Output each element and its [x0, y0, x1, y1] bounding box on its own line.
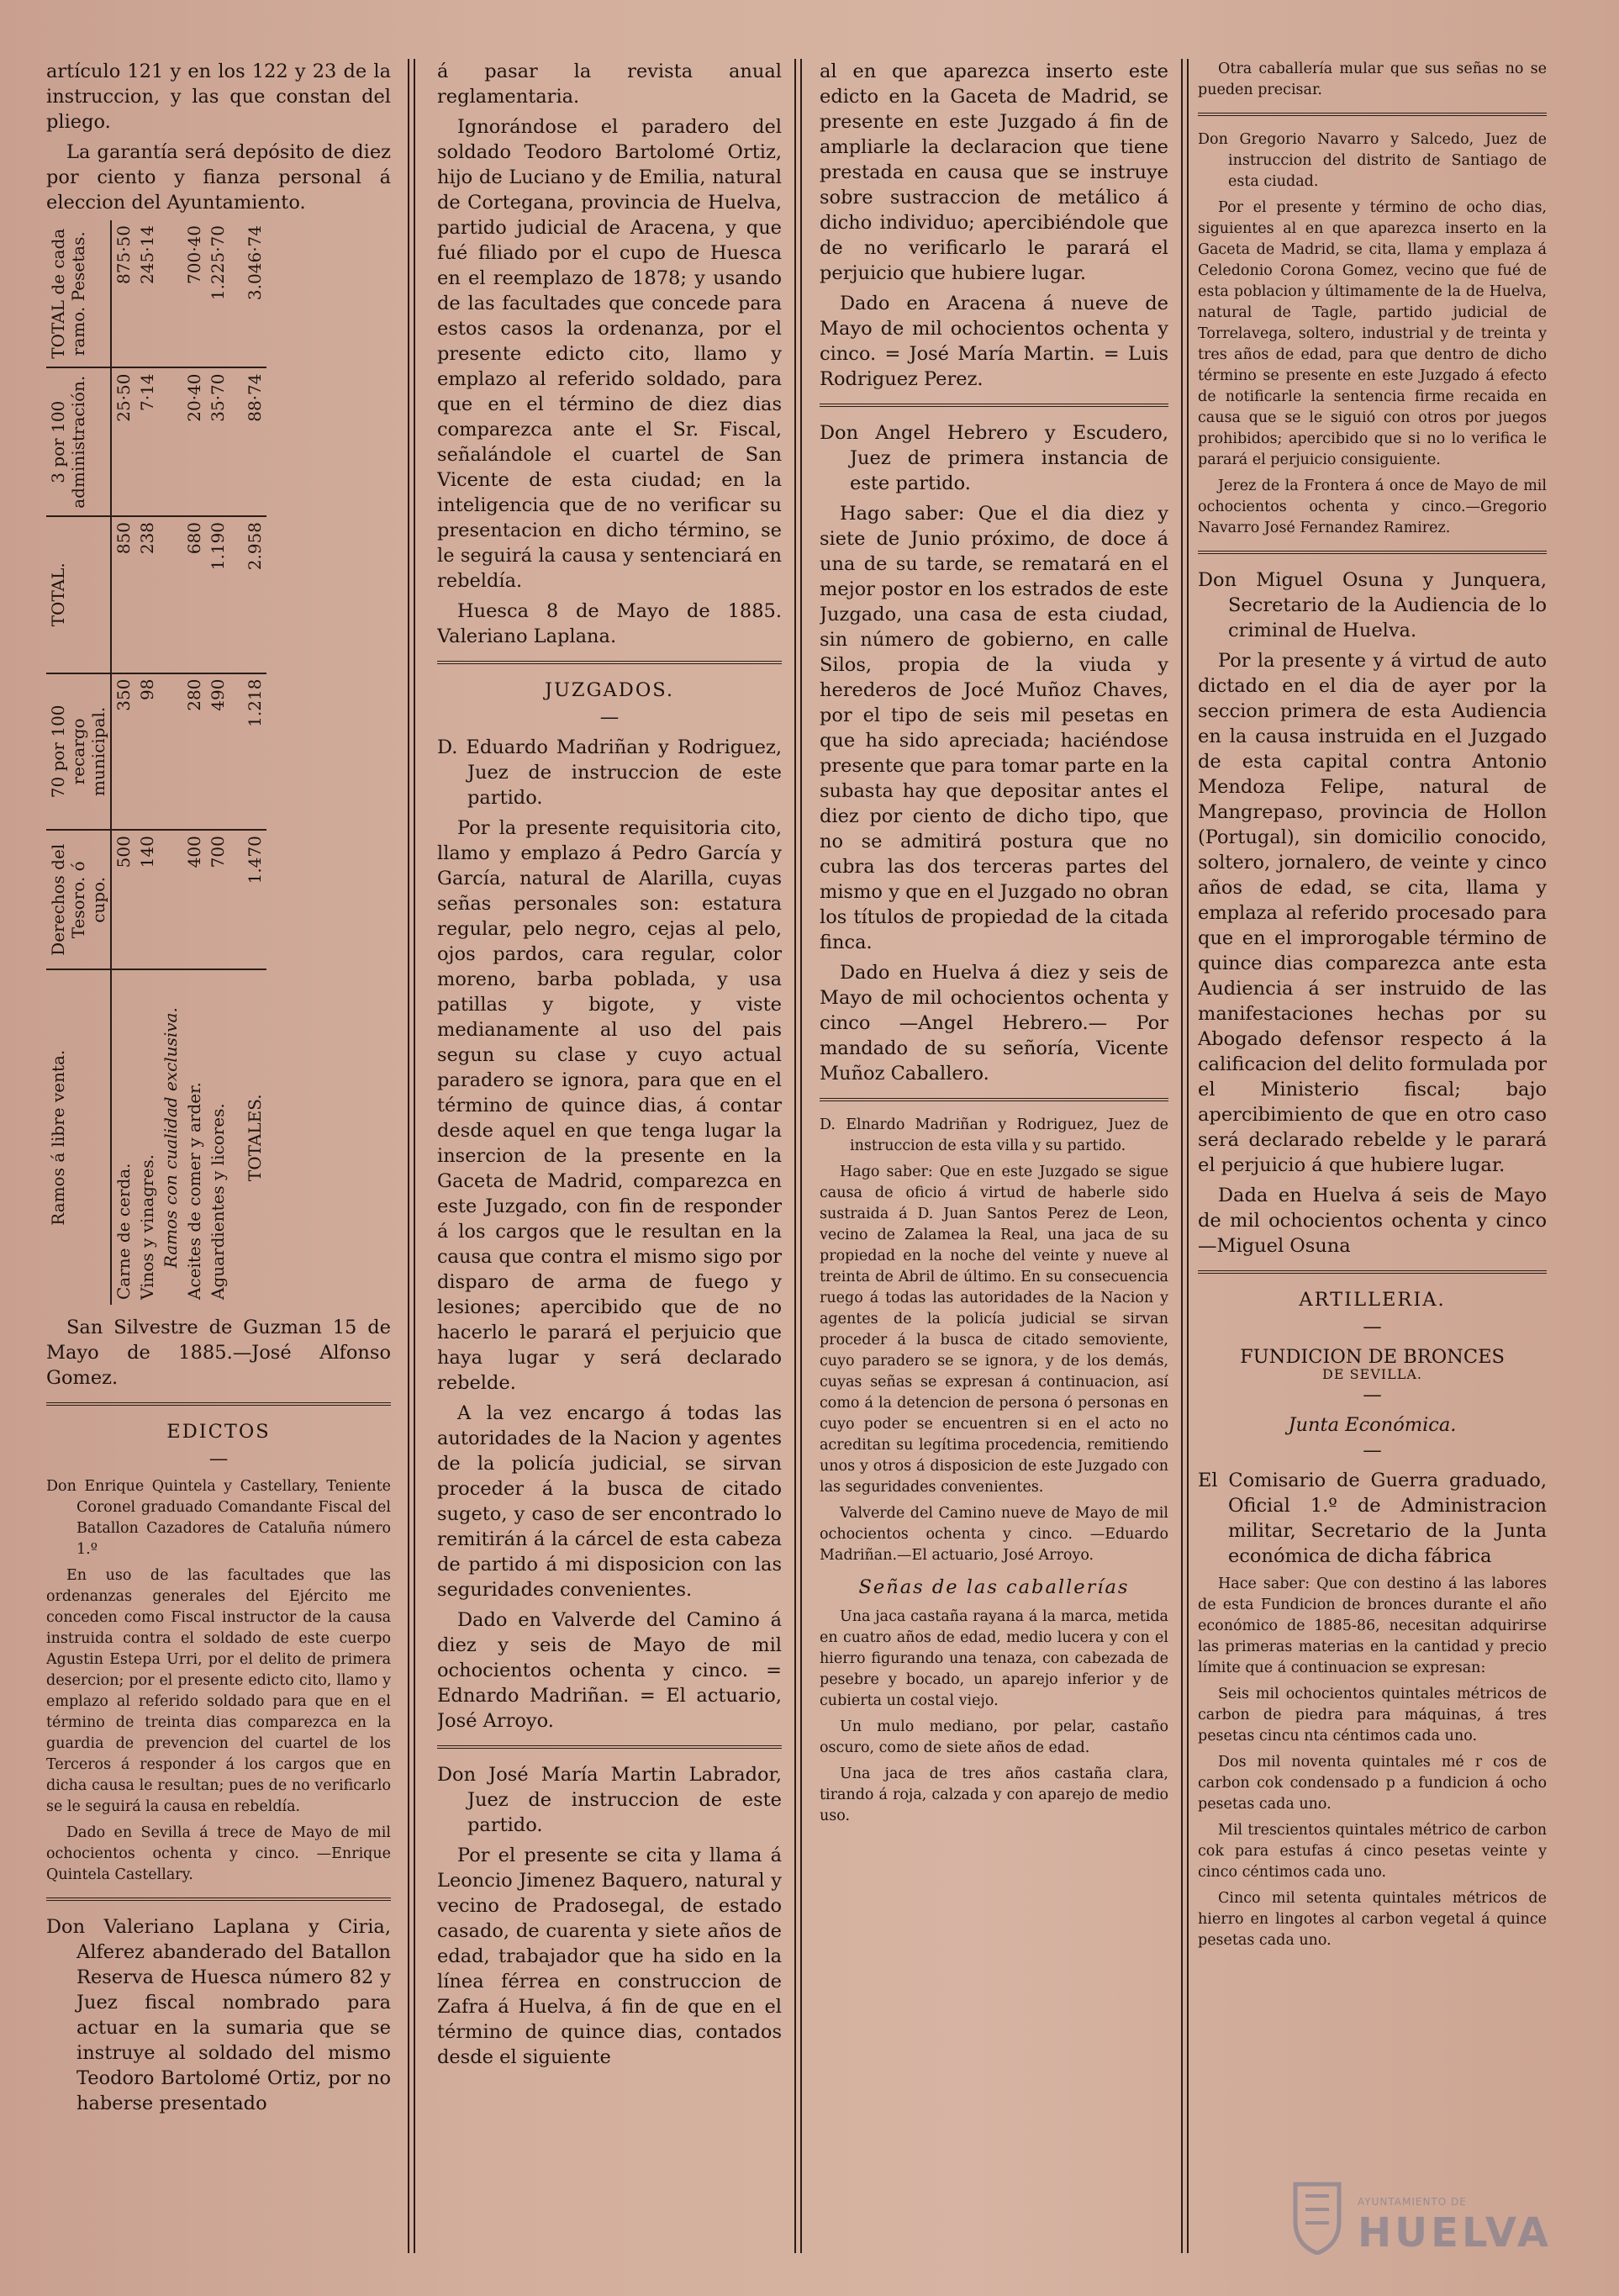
notice-heading: El Comisario de Guerra graduado, Oficial 1.º de Administracion militar, Secretario de la Junta económica de dicha fábrica: [1198, 1470, 1547, 1567]
heading-sevilla: DE SEVILLA.: [1322, 1366, 1422, 1382]
table-header: TOTAL.: [46, 516, 111, 673]
table-row: Vinos y vinagres. 140 98 238 7·14 245·14: [135, 220, 159, 1305]
divider: [46, 1897, 391, 1901]
table-row: Aguardientes y licores. 700 490 1.190 35·70 1.225·70: [206, 220, 229, 1305]
edict-text: al en que aparezca inserto este edicto en la Gaceta de Madrid, se presente en este Juzgado á fin de ampliarle la declaracion que tiene prestada en causa que se instruye sobre sustraccion de metálico á dicho individuo; apercibiéndole que de no verificarlo le parará el perjuicio que hubiere lugar.: [820, 61, 1168, 284]
supply-item: Dos mil noventa quintales mé r cos de carbon cok condensado p a fundicion á ocho pesetas cada uno.: [1198, 1754, 1547, 1813]
column-rule: [794, 59, 802, 2253]
description-item: Otra caballería mular que sus señas no se pueden precisar.: [1198, 61, 1547, 98]
section-heading-artilleria: ARTILLERIA.: [1299, 1289, 1446, 1311]
column-3: [820, 59, 1168, 2270]
edict-heading: Don Miguel Osuna y Junquera, Secretario de la Audiencia de lo criminal de Huelva.: [1198, 569, 1547, 641]
edict-body: Por el presente se cita y llama á Leoncio Jimenez Baquero, natural y vecino de Pradosegal, de estado casado, de cuarenta y siete años de edad, trabajador que ha sido en la línea férrea en construccion de Zafra á Huelva, á fin de que en el término de quince dias, contados desde el siguiente: [437, 1845, 782, 2068]
edict-signature: Valverde del Camino nueve de Mayo de mil ochocientos ochenta y cinco. —Eduardo Madriñan.—El actuario, José Arroyo.: [820, 1505, 1168, 1564]
edict-heading: D. Elnardo Madriñan y Rodriguez, Juez de instruccion de esta villa y su partido.: [820, 1116, 1168, 1154]
edict-heading: Don Enrique Quintela y Castellary, Teniente Coronel graduado Comandante Fiscal del Batallon Cazadores de Cataluña número 1.º: [46, 1478, 391, 1558]
heading-junta: Junta Económica.: [1288, 1414, 1457, 1436]
edict-body: Por la presente y á virtud de auto dictado en el dia de ayer por la seccion primera de esta Audiencia en la causa instruida en el Juzgado de esta capital contra Antonio Mendoza Felipe, natural de Mangrepaso, provincia de Hollon (Portugal), sin domicilio conocido, soltero, jornalero, de veinte y cinco años de edad, se cita, llama y emplaza al referido procesado para que en el improrogable término de quince dias comparezca ante esta Audiencia á ser instruido de las manifestaciones hechas por su Abogado defensor respecto á la calificacion del delito formulada por el Ministerio fiscal; bajo apercibimiento de que en otro caso será declarado rebelde y le parará el perjuicio á que hubiere lugar.: [1198, 650, 1547, 1176]
edict-signature: Dado en Aracena á nueve de Mayo de mil ochocientos ochenta y cinco. = José María Martin. = Luis Rodriguez Perez.: [820, 293, 1168, 390]
description-item: Una jaca de tres años castaña clara, tirando á roja, calzada y con aparejo de medio uso.: [820, 1766, 1168, 1824]
guarantee-text: La garantía será depósito de diez por ciento y fianza personal á eleccion del Ayuntamiento.: [46, 141, 391, 214]
divider: [437, 661, 782, 664]
column-rule: [1181, 59, 1189, 2253]
section-heading-juzgados: JUZGADOS.: [544, 679, 675, 701]
column-4: [1198, 59, 1547, 2270]
edict-heading: Don José María Martin Labrador, Juez de instruccion de este partido.: [437, 1764, 782, 1836]
edict-text: Ignorándose el paradero del soldado Teodoro Bartolomé Ortiz, hijo de Luciano y de Emilia, natural de Cortegana, provincia de Huelva, partido judicial de Aracena, y que fué filiado por el cupo de Huesca en el reemplazo de 1878; y usando de las facultades que concede para estos casos la ordenanza, por el presente edicto cito, llamo y emplazo al referido soldado, para que en el término de diez dias comparezca ante el Sr. Fiscal, señalándole el cuartel de San Vicente de esta ciudad; en la inteligencia que de no verificar su presentacion en dicho término, se le seguirá la causa y sentenciará en rebeldía.: [437, 116, 782, 592]
description-item: Una jaca castaña rayana á la marca, metida en cuatro años de edad, medio lucera y con el hierro figurando una tenaza, con cabezada de pesebre y bocado, un aparejo inferior y de cubierta un costal viejo.: [820, 1608, 1168, 1709]
edict-body: Por la presente requisitoria cito, llamo y emplazo á Pedro García y García, natural de Alarilla, cuyas señas personales son: estatura regular, pelo negro, cejas al pelo, ojos pardos, cara regular, color moreno, barba poblada, y usa patillas y bigote, y viste medianamente al uso del pais segun su clase y cuyo actual paradero se ignora, para que en el término de quince dias, á contar desde aquel en que tenga lugar la insercion de la presente en la Gaceta de Madrid, comparezca en este Juzgado, con fin de responder á los cargos que le resultan en la causa que contra el mismo sigo por disparo de arma de fuego y lesiones; apercibido que de no hacerlo le parará el perjuicio que haya lugar y será declarado rebelde.: [437, 817, 782, 1394]
intro-text: artículo 121 y en los 122 y 23 de la instruccion, y las que constan del pliego.: [46, 61, 391, 133]
edict-heading: Don Gregorio Navarro y Salcedo, Juez de instruccion del distrito de Santiago de esta ciudad.: [1198, 131, 1547, 190]
edict-body: Por el presente y término de ocho dias, siguientes al en que aparezca inserto en la Gaceta de Madrid, se cita, llama y emplaza á Celedonio Corona Gomez, vecino que fué de esta poblacion y últimamente de la de Huelva, natural de Tagle, partido judicial de Torrelavega, soltero, industrial y de treinta y tres años de edad, para que dentro de dicho término se presente en este Juzgado á efecto de notificarle la sentencia firme recaida en causa que se le siguió con otros por juegos prohibidos; apercibido que si no lo verifica le parará el perjuicio consiguiente.: [1198, 199, 1547, 468]
edict-signature: Dada en Huelva á seis de Mayo de mil ochocientos ochenta y cinco —Miguel Osuna: [1198, 1185, 1547, 1257]
edict-heading: Don Angel Hebrero y Escudero, Juez de primera instancia de este partido.: [820, 422, 1168, 494]
edict-heading: D. Eduardo Madriñan y Rodriguez, Juez de instruccion de este partido.: [437, 736, 782, 809]
edict-signature: Dado en Sevilla á trece de Mayo de mil ochocientos ochenta y cinco. —Enrique Quintela Castellary.: [46, 1824, 391, 1883]
notice-body: Hace saber: Que con destino á las labores de esta Fundicion de bronces durante el año económico de 1885-86, necesitan adquirirse las primeras materias en la cantidad y precio límite que á continuacion se expresan:: [1198, 1576, 1547, 1676]
tax-table: [46, 220, 391, 1305]
heading-fundicion: FUNDICION DE BRONCES: [1240, 1346, 1505, 1368]
divider: [1198, 113, 1547, 116]
column-2: [437, 59, 782, 2270]
archive-watermark: [1290, 2177, 1568, 2262]
tax-table-grid: [46, 220, 266, 1305]
edict-signature: Dado en Huelva á diez y seis de Mayo de mil ochocientos ochenta y cinco —Angel Hebrero.— Por mandado de su señoría, Vicente Muñoz Caballero.: [820, 962, 1168, 1085]
subheading-senas: Señas de las caballerías: [858, 1576, 1130, 1598]
description-item: Un mulo mediano, por pelar, castaño oscuro, como de siete años de edad.: [820, 1718, 1168, 1756]
table-header: Derechos del Tesoro. ó cupo.: [46, 830, 111, 969]
table-section: Ramos con cualidad exclusiva.: [159, 220, 182, 1305]
dash-ornament: —: [208, 1448, 229, 1470]
table-header: Ramos á libre venta.: [48, 1049, 68, 1226]
edict-signature: Jerez de la Frontera á once de Mayo de mil ochocientos ochenta y cinco.—Gregorio Navarro José Fernandez Ramirez.: [1198, 478, 1547, 536]
edict-body: A la vez encargo á todas las autoridades de la Nacion y agentes de la policía judicial, se sirvan proceder á la busca de citado sugeto, y caso de ser encontrado lo remitirán á la cárcel de esta cabeza de partido á mi disposicion con las seguridades convenientes.: [437, 1402, 782, 1601]
divider: [1198, 551, 1547, 554]
dash-ornament: —: [1363, 1316, 1382, 1338]
table-header: TOTAL de cada ramo. Pesetas.: [46, 220, 111, 368]
section-heading-edictos: EDICTOS: [166, 1421, 271, 1443]
supply-item: Cinco mil setenta quintales métricos de hierro en lingotes al carbon vegetal á quince pesetas cada uno.: [1198, 1890, 1547, 1949]
divider: [46, 1402, 391, 1406]
edict-signature: Dado en Valverde del Camino á diez y seis de Mayo de mil ochocientos ochenta y cinco. = Ednardo Madriñan. = El actuario, José Arroyo.: [437, 1609, 782, 1732]
edict-signature: Huesca 8 de Mayo de 1885. Valeriano Laplana.: [437, 600, 782, 647]
watermark-line2: HUELVA: [1358, 2209, 1552, 2256]
signature-line: San Silvestre de Guzman 15 de Mayo de 1885.—José Alfonso Gomez.: [46, 1317, 391, 1389]
table-row: Aceites de comer y arder. 400 280 680 20·40 700·40: [182, 220, 206, 1305]
edict-body: Hago saber: Que en este Juzgado se sigue causa de oficio á virtud de haberle sido sustraida á D. Juan Santos Perez de Leon, vecino de Zalamea la Real, una jaca de su propiedad en la noche del veinte y nueve al treinta de Abril de último. En su consecuencia ruego á todas las autoridades de la Nacion y agentes de la policía judicial se sirvan proceder á la busca de citado semoviente, cuyo paradero se se ignora, y de los demás, cuyas señas se expresan á continuacion, así como á la detencion de persona ó personas en cuyo poder se encuentren si en el acto no acreditan su legítima procedencia, remitiendo unos y otros á disposicion de este Juzgado con las seguridades convenientes.: [820, 1164, 1168, 1496]
dash-ornament: —: [599, 706, 620, 728]
table-header: 3 por 100 administración.: [46, 368, 111, 516]
divider: [437, 1745, 782, 1749]
divider: [820, 404, 1168, 407]
table-header: 70 por 100 recargo municipal.: [46, 673, 111, 831]
supply-item: Seis mil ochocientos quintales métricos de carbon de piedra para máquinas, á tres pesetas cincu nta céntimos cada uno.: [1198, 1686, 1547, 1744]
column-rule: [408, 59, 415, 2253]
column-1: [46, 59, 391, 2270]
dash-ornament: —: [1363, 1439, 1382, 1461]
divider: [820, 1098, 1168, 1101]
watermark-line1: AYUNTAMIENTO DE: [1358, 2196, 1467, 2208]
table-row: Carne de cerda. 500 350 850 25·50 875·50: [111, 220, 135, 1305]
edict-heading: Don Valeriano Laplana y Ciria, Alferez abanderado del Batallon Reserva de Huesca número 82 y Juez fiscal nombrado para actuar en la sumaria que se instruye al soldado del mismo Teodoro Bartolomé Ortiz, por no haberse presentado: [46, 1916, 391, 2114]
supply-item: Mil trescientos quintales métrico de carbon cok para estufas á cinco pesetas veinte y cinco céntimos cada uno.: [1198, 1822, 1547, 1881]
crest-icon: [1290, 2177, 1344, 2255]
edict-body: Hago saber: Que el dia diez y siete de Junio próximo, de doce á una de su tarde, se rematará en el mejor postor en los estrados de este Juzgado, una casa de esta ciudad, sin número de gobierno, en calle Silos, propia de la viuda y herederos de Jocé Muñoz Chaves, por el tipo de seis mil pesetas en que ha sido apreciada; haciéndose presente que para tomar parte en la subasta hay que depositar antes el diez por ciento de dicho tipo, que no se admitirá postura que no cubra las dos terceras partes del mismo y que en el Juzgado no obran los títulos de propiedad de la citada finca.: [820, 503, 1168, 953]
divider: [1198, 1270, 1547, 1274]
edict-text: á pasar la revista anual reglamentaria.: [437, 61, 782, 108]
table-totals: TOTALES. 1.470 1.218 2.958 88·74 3.046·74: [229, 220, 266, 1305]
dash-ornament: —: [1363, 1384, 1382, 1406]
edict-body: En uso de las facultades que las ordenanzas generales del Ejército me conceden como Fiscal instructor de la causa instruida contra el soldado de este cuerpo Agustin Estepa Urri, por el delito de primera desercion; por el presente edicto cito, llamo y emplazo al referido soldado para que en el término de treinta dias comparezca en la guardia de prevencion del cuartel de los Terceros á responder á los cargos que en dicha causa le resultan; pues de no verificarlo se le seguirá la causa en rebeldía.: [46, 1567, 391, 1815]
